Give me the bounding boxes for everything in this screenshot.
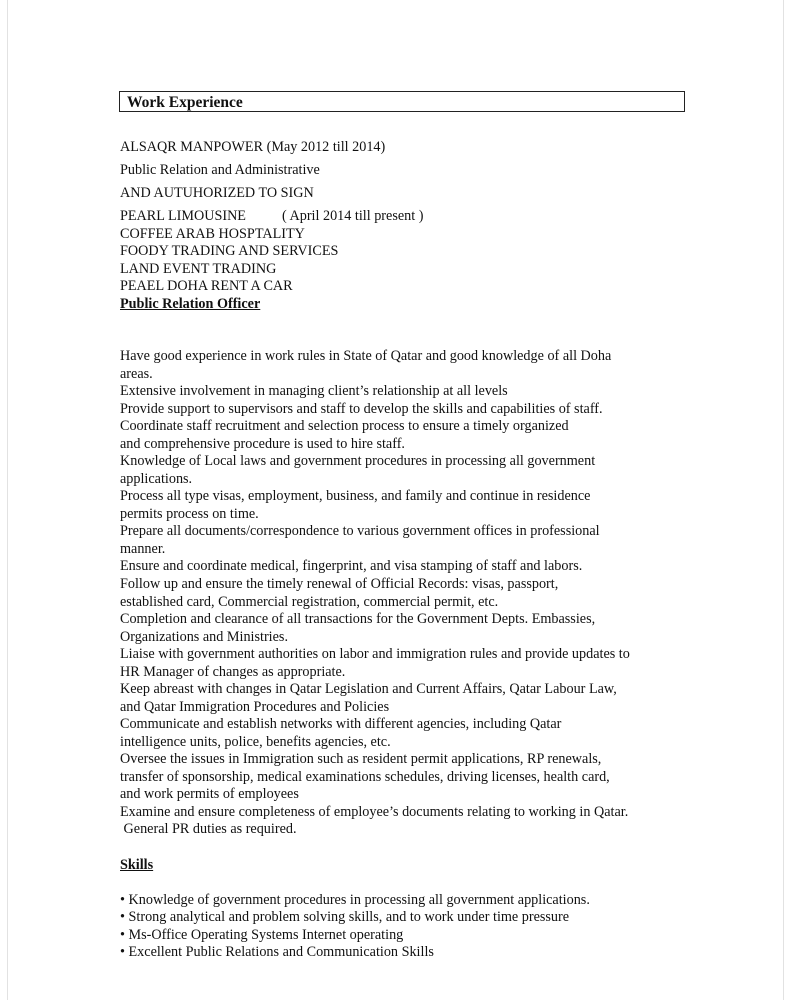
duty-line: Prepare all documents/correspondence to various government offices in professional	[120, 523, 600, 539]
duty-line: intelligence units, police, benefits agencies, etc.	[120, 734, 391, 750]
duty-line: and comprehensive procedure is used to hire staff.	[120, 436, 405, 452]
employer-coffee-arab: COFFEE ARAB HOSPTALITY	[120, 226, 305, 242]
work-experience-heading: Work Experience	[127, 94, 243, 111]
position-title: Public Relation Officer	[120, 296, 261, 312]
duty-line: Coordinate staff recruitment and selection process to ensure a timely organized	[120, 418, 569, 434]
duty-line: HR Manager of changes as appropriate.	[120, 664, 346, 680]
employer-pearl-limousine: PEARL LIMOUSINE	[120, 208, 246, 224]
duty-line: and Qatar Immigration Procedures and Policies	[120, 699, 390, 715]
duty-line: Process all type visas, employment, business, and family and continue in residence	[120, 488, 591, 504]
duty-line: Keep abreast with changes in Qatar Legislation and Current Affairs, Qatar Labour Law,	[120, 681, 617, 697]
duty-line: Organizations and Ministries.	[120, 629, 288, 645]
duty-line: Communicate and establish networks with different agencies, including Qatar	[120, 716, 562, 732]
duty-line: Knowledge of Local laws and government procedures in processing all government	[120, 453, 596, 469]
duty-line: areas.	[120, 366, 153, 382]
role-line-1: Public Relation and Administrative	[120, 162, 320, 178]
duty-line: Liaise with government authorities on labor and immigration rules and provide updates to	[120, 646, 630, 662]
duty-line: Examine and ensure completeness of employee’s documents relating to working in Qatar.	[120, 804, 629, 820]
skill-item: • Ms-Office Operating Systems Internet operating	[120, 927, 404, 943]
duty-line: permits process on time.	[120, 506, 259, 522]
duty-line: Provide support to supervisors and staff to develop the skills and capabilities of staff.	[120, 401, 603, 417]
skill-item: • Excellent Public Relations and Communication Skills	[120, 944, 434, 960]
employer-peael-doha: PEAEL DOHA RENT A CAR	[120, 278, 293, 294]
employer-pearl-period: ( April 2014 till present )	[282, 208, 424, 224]
duty-line: Completion and clearance of all transactions for the Government Depts. Embassies,	[120, 611, 596, 627]
duty-line: manner.	[120, 541, 166, 557]
duty-line: applications.	[120, 471, 193, 487]
skills-heading: Skills	[120, 857, 154, 873]
skill-item: • Knowledge of government procedures in processing all government applications.	[120, 892, 590, 908]
duty-line: established card, Commercial registration, commercial permit, etc.	[120, 594, 499, 610]
work-experience-heading-box	[119, 91, 685, 112]
duty-line: Follow up and ensure the timely renewal of Official Records: visas, passport,	[120, 576, 559, 592]
duty-line: Have good experience in work rules in State of Qatar and good knowledge of all Doha	[120, 348, 612, 364]
duty-line: Ensure and coordinate medical, fingerprint, and visa stamping of staff and labors.	[120, 558, 583, 574]
duty-line: Oversee the issues in Immigration such as resident permit applications, RP renewals,	[120, 751, 602, 767]
duty-line: General PR duties as required.	[120, 821, 297, 837]
duty-line: and work permits of employees	[120, 786, 299, 802]
skill-item: • Strong analytical and problem solving skills, and to work under time pressure	[120, 909, 570, 925]
employer-land-event: LAND EVENT TRADING	[120, 261, 277, 277]
duty-line: transfer of sponsorship, medical examinations schedules, driving licenses, health card,	[120, 769, 610, 785]
employer-foody-trading: FOODY TRADING AND SERVICES	[120, 243, 339, 259]
duty-line: Extensive involvement in managing client’s relationship at all levels	[120, 383, 508, 399]
employer-alsaqr: ALSAQR MANPOWER (May 2012 till 2014)	[120, 139, 386, 155]
role-line-2: AND AUTUHORIZED TO SIGN	[120, 185, 314, 201]
